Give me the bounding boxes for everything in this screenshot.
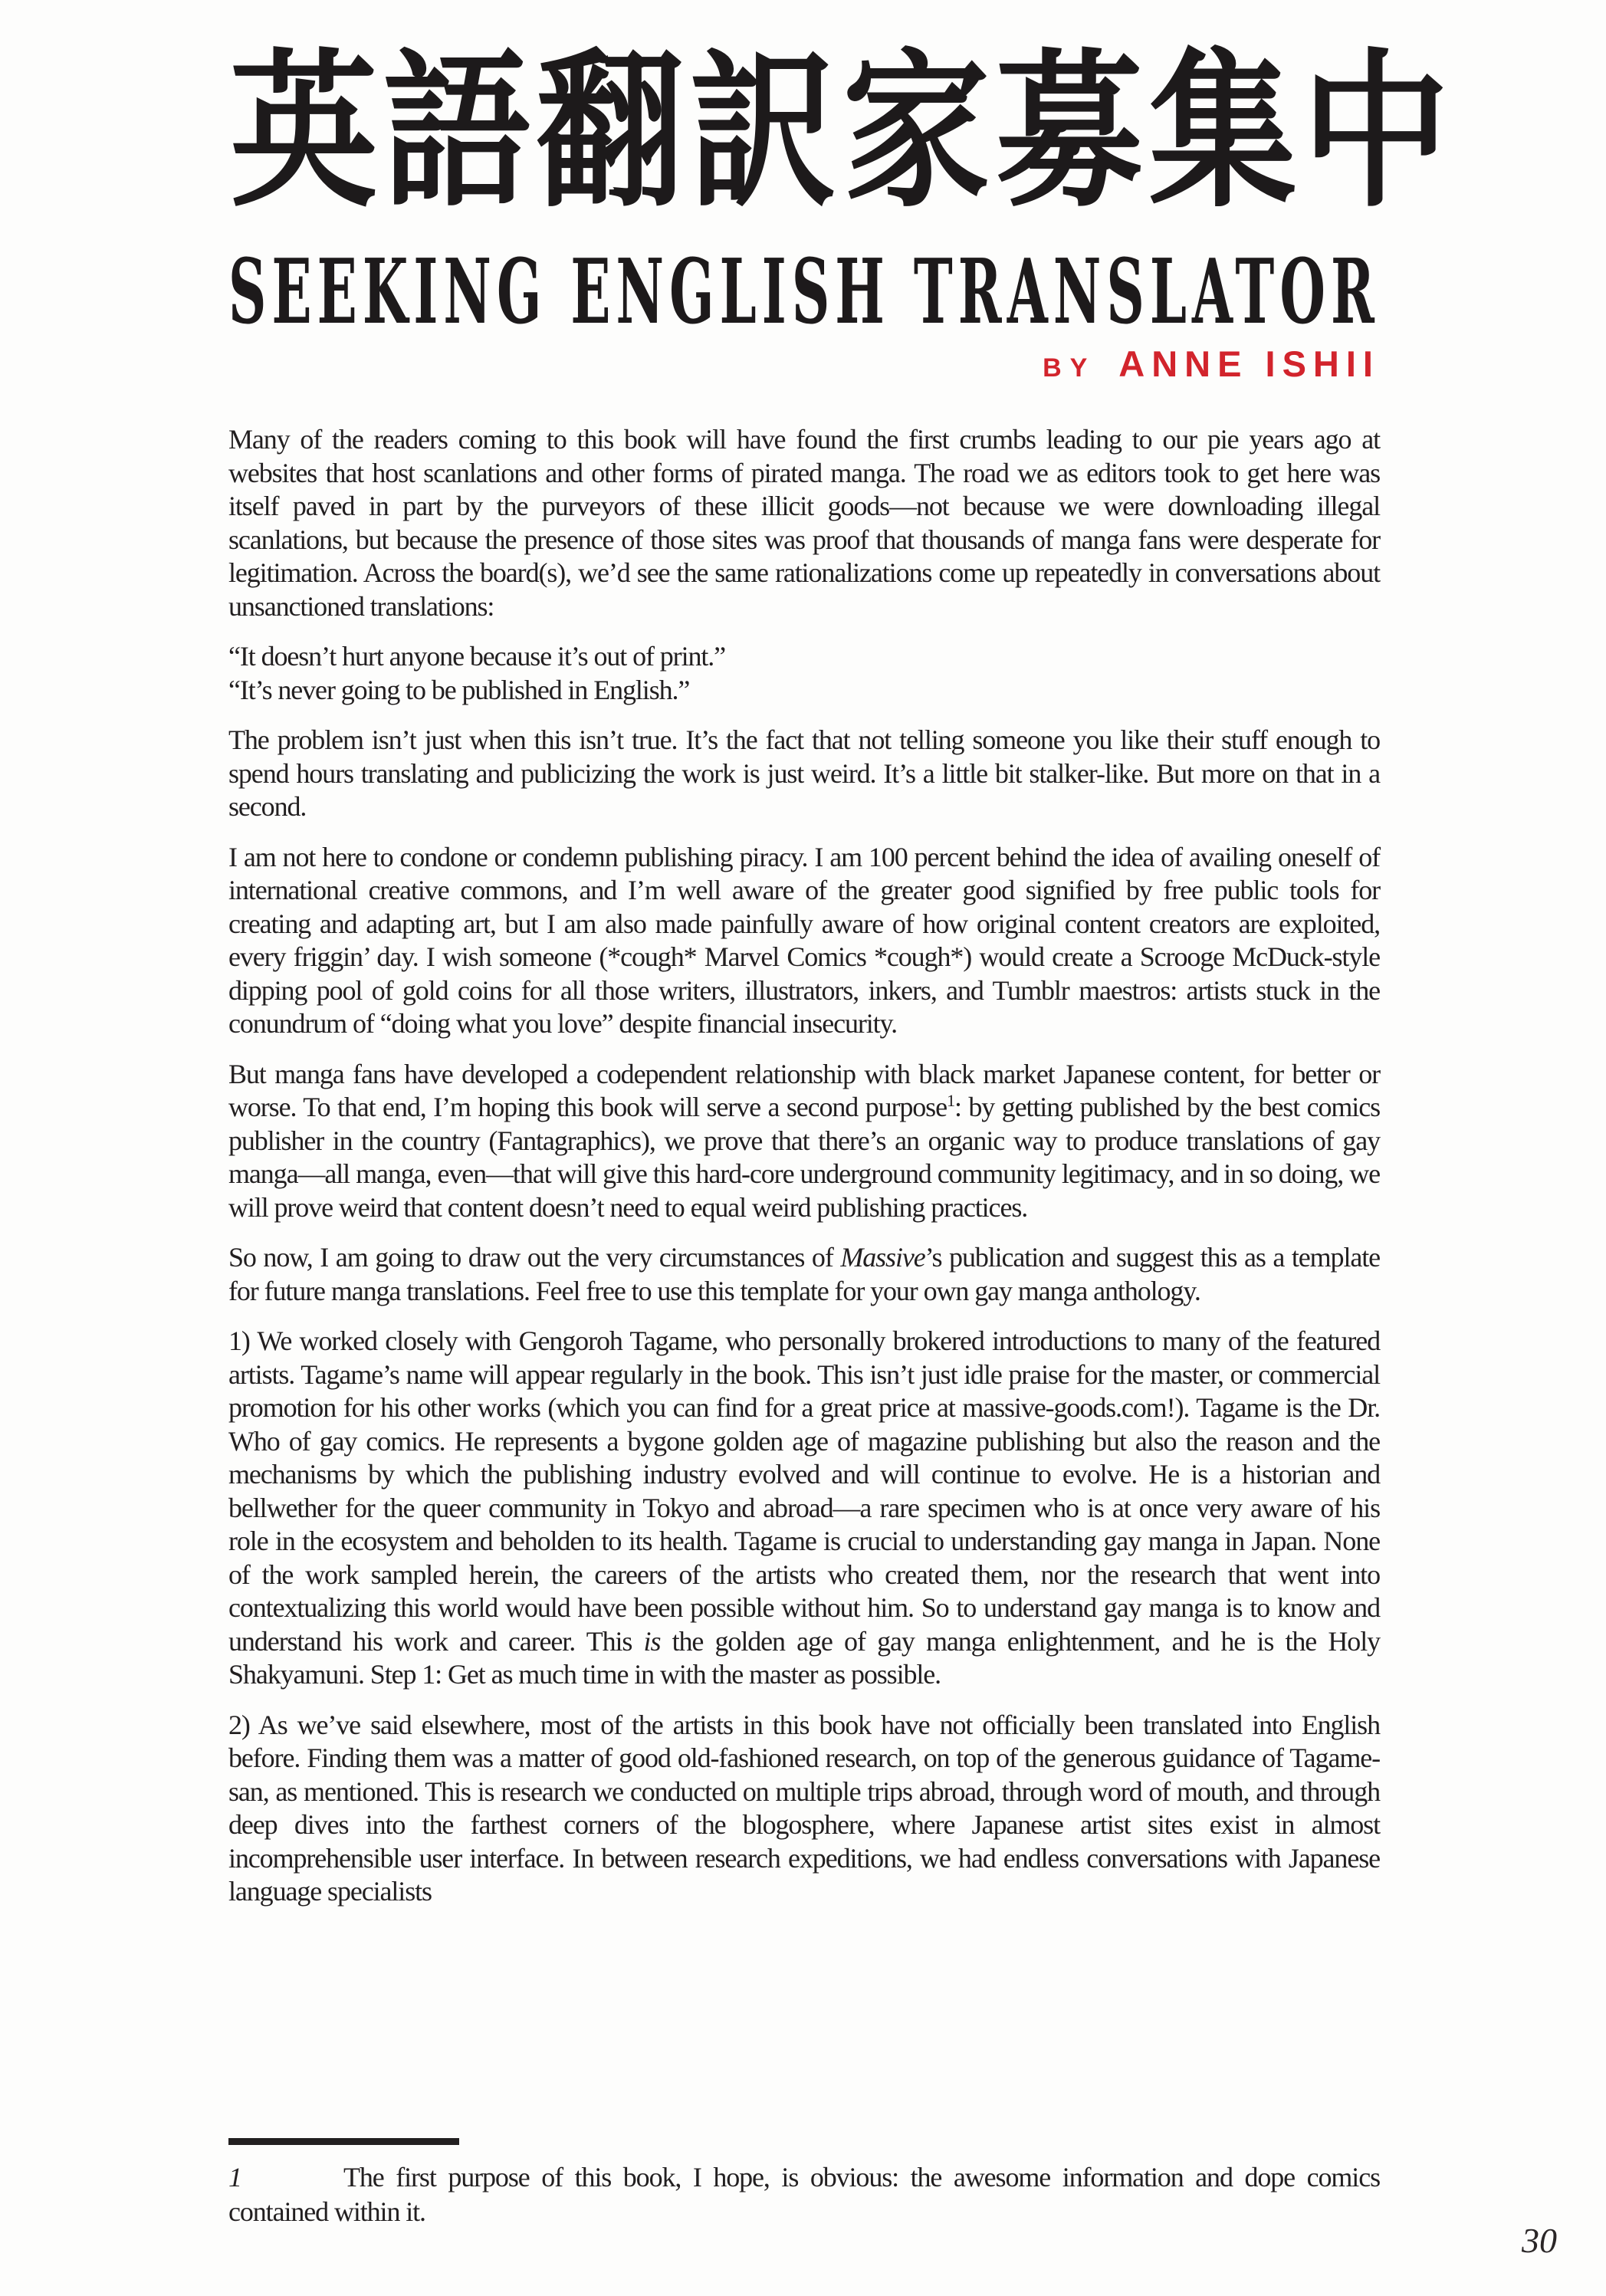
paragraph: Many of the readers coming to this book will have found the first crumbs leading to our pie years ago at websites that host scanlations and other forms of pirated manga. The road we as editors took to get here was itself paved in part by the purveyors of these illicit goods—not because we were downloading illegal scanlations, but because the presence of those sites was proof that thousands of manga fans were desperate for legitimation. Across the board(s), we’d see the same rationalizations come up repeatedly in conversations about unsanctioned translations:	[228, 424, 1380, 622]
footnote-text: The first purpose of this book, I hope, is obvious: the awesome information and dope comics contained within it.	[228, 2162, 1380, 2227]
byline	[228, 343, 1380, 385]
paragraph: 2) As we’ve said elsewhere, most of the artists in this book have not officially been translated into English before. Finding them was a matter of good old-fashioned research, on top of the generous guidance of Tagame-san, as mentioned. This is research we conducted on multiple trips abroad, through word of mouth, and through deep dives into the farthest corners of the blogosphere, where Japanese artist sites exist in almost incomprehensible user interface. In between research expeditions, we had endless conversations with Japanese language specialists	[228, 1709, 1380, 1907]
article-body	[228, 423, 1380, 1926]
byline-author: ANNE ISHII	[1118, 343, 1380, 384]
paragraph: The problem isn’t just when this isn’t true. It’s the fact that not telling someone you like their stuff enough to spend hours translating and publicizing the work is just weird. It’s a little bit stalker-like. But more on that in a second.	[228, 724, 1380, 822]
footnote-rule	[228, 2138, 459, 2145]
footnote-number: 1	[228, 2162, 241, 2193]
english-title-text: SEEKING ENGLISH TRANSLATOR	[228, 240, 1380, 344]
paragraph: I am not here to condone or condemn publishing piracy. I am 100 percent behind the idea of availing oneself of international creative commons, and I’m well aware of the greater good signified by free public tools for creating and adapting art, but I am also made painfully aware of how original content creators are exploited, every friggin’ day. I wish someone (*cough* Marvel Comics *cough*) would create a Scrooge McDuck-style dipping pool of gold coins for all those writers, illustrators, inkers, and Tumblr maestros: artists stuck in the conundrum of “doing what you love” despite financial insecurity.	[228, 841, 1380, 1039]
paragraph: But manga fans have developed a codependent relationship with black market Japanese content, for better or worse. To that end, I’m hoping this book will serve a second purpose$^1$: by getting published by the best comics publisher in the country (Fantagraphics), we prove that there’s an organic way to produce translations of gay manga—all manga, even—that will give this hard-core underground community legitimacy, and in so doing, we will prove weird that content doesn’t need to equal weird publishing practices.	[228, 1058, 1380, 1223]
page-number: 30	[1522, 2221, 1557, 2260]
footnote	[228, 2160, 1380, 2229]
japanese-title-text: 英語翻訳家募集中	[230, 34, 1456, 230]
japanese-title	[230, 34, 1606, 230]
paragraph: “It doesn’t hurt anyone because it’s out of print.” “It’s never going to be published in English.”	[228, 641, 726, 705]
english-title	[228, 240, 1606, 344]
paragraph: 1) We worked closely with Gengoroh Tagame, who personally brokered introductions to many of the featured artists. Tagame’s name will appear regularly in the book. This isn’t just idle praise for the master, or commercial promotion for his other works (which you can find for a great price at massive-goods.com!). Tagame is the Dr. Who of gay comics. He represents a bygone golden age of magazine publishing but also the reason and the mechanisms by which the publishing industry evolved and will continue to evolve. He is a historian and bellwether for the queer community in Tokyo and abroad—a rare specimen who is at once very aware of his role in the ecosystem and beholden to its health. Tagame is crucial to understanding gay manga in Japan. None of the work sampled herein, the careers of the artists who created them, nor the research that went into contextualizing this world would have been possible without him. So to understand gay manga is to know and understand his work and career. This is the golden age of gay manga enlightenment, and he is the Holy Shakyamuni. Step 1: Get as much time in with the master as possible.	[228, 1325, 1380, 1690]
byline-prefix: BY	[1043, 353, 1096, 383]
paragraph: So now, I am going to draw out the very circumstances of Massive’s publication and suggest this as a template for future manga translations. Feel free to use this template for your own gay manga anthology.	[228, 1242, 1381, 1306]
